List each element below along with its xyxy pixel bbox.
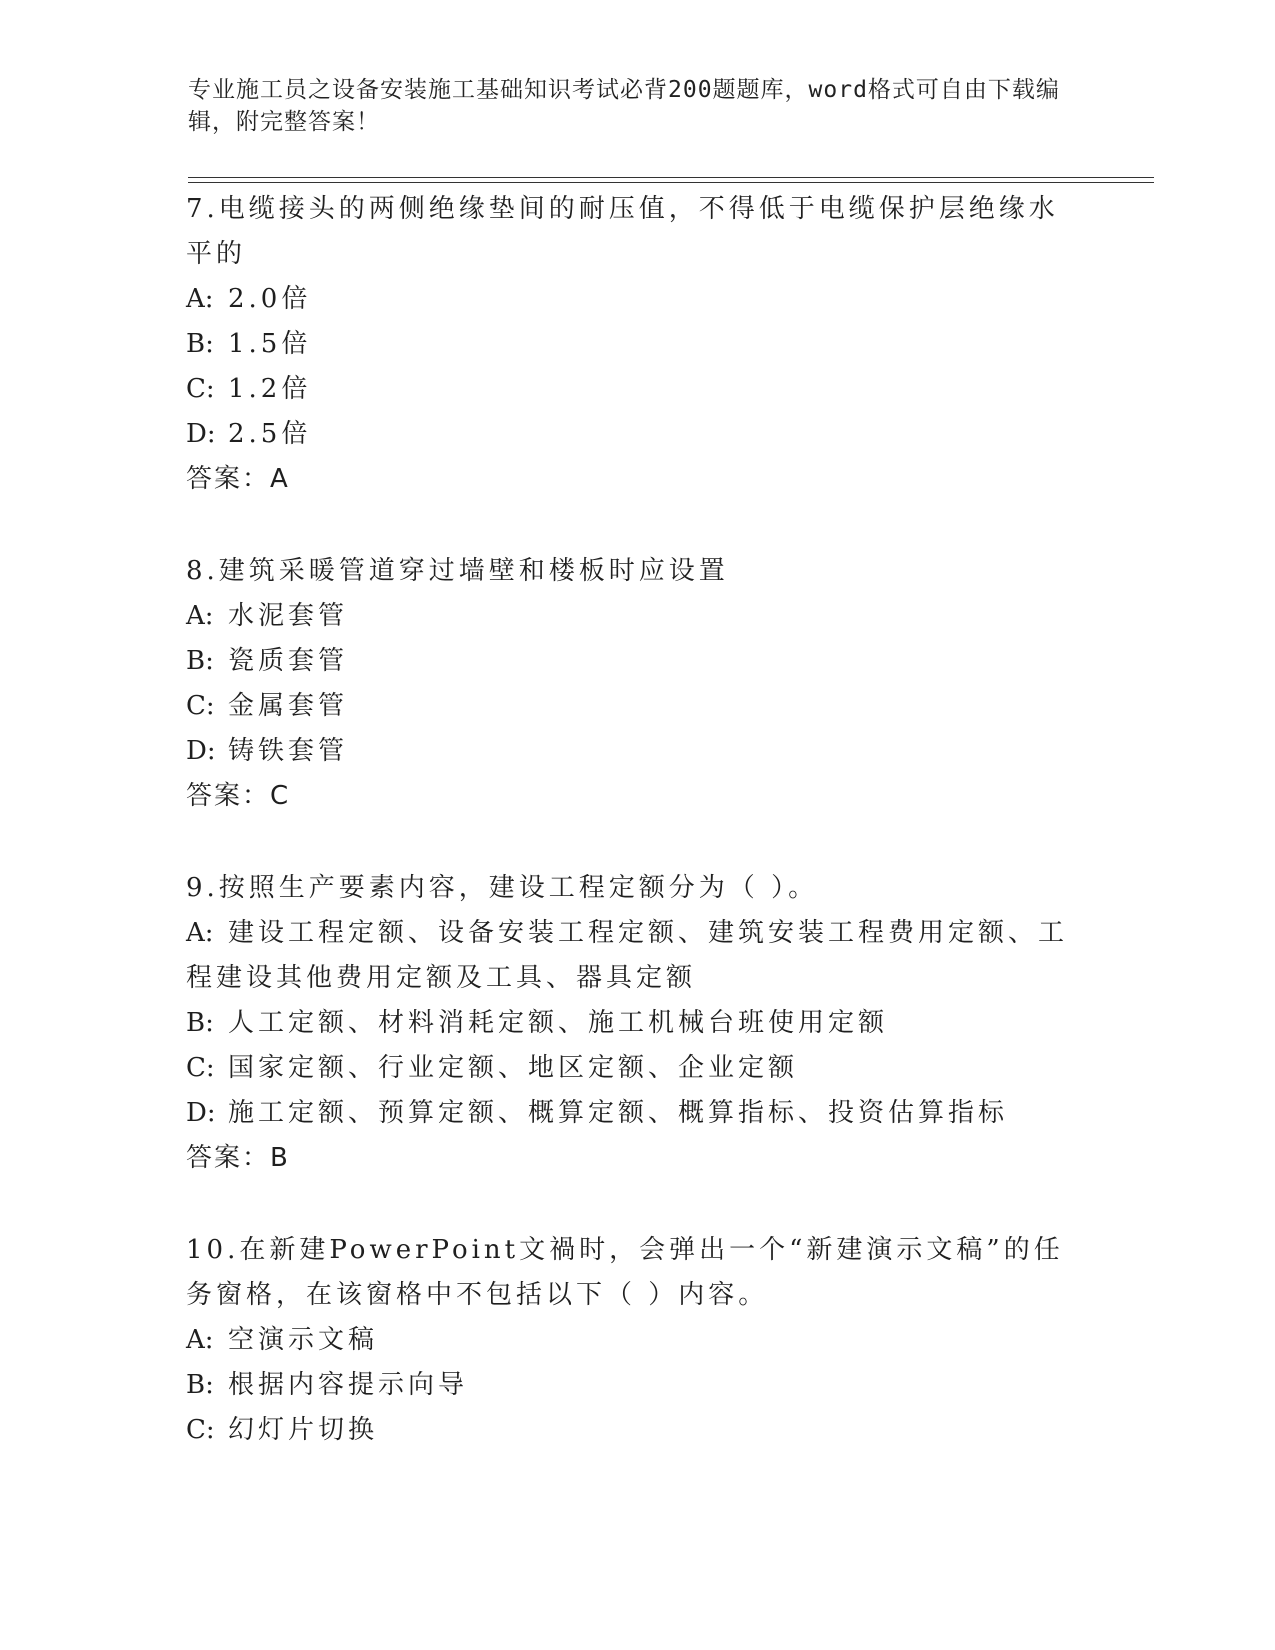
option-b xyxy=(186,1001,1086,1046)
option-letter: D: xyxy=(186,1098,216,1128)
option-letter: D: xyxy=(186,419,216,449)
option-letter: C: xyxy=(186,374,215,404)
question-text: 9.按照生产要素内容，建设工程定额分为（ ）。 xyxy=(186,873,819,903)
question-item xyxy=(186,866,1086,1181)
option-d xyxy=(186,729,1086,774)
option-letter: B: xyxy=(186,646,214,676)
option-a xyxy=(186,277,1086,322)
option-text: 施工定额、预算定额、概算定额、概算指标、投资估算指标 xyxy=(228,1098,1009,1128)
option-letter: A: xyxy=(186,918,214,948)
question-text: 10.在新建PowerPoint文禍时，会弹出一个“新建演示文稿”的任务窗格，在该窗格中不包括以下（ ）内容。 xyxy=(186,1235,1064,1310)
option-text: 1.5倍 xyxy=(228,329,312,359)
option-text: 国家定额、行业定额、地区定额、企业定额 xyxy=(228,1053,799,1083)
option-letter: B: xyxy=(186,329,214,359)
option-text: 人工定额、材料消耗定额、施工机械台班使用定额 xyxy=(228,1008,889,1038)
question-text: 8.建筑采暖管道穿过墙壁和楼板时应设置 xyxy=(186,556,729,586)
option-letter: C: xyxy=(186,691,215,721)
option-a xyxy=(186,1318,1086,1363)
question-item xyxy=(186,549,1086,819)
option-a xyxy=(186,594,1086,639)
option-letter: C: xyxy=(186,1415,215,1445)
option-text: 1.2倍 xyxy=(228,374,312,404)
option-letter: D: xyxy=(186,736,216,766)
option-text: 2.0倍 xyxy=(228,284,312,314)
option-c xyxy=(186,367,1086,412)
option-text: 金属套管 xyxy=(228,691,349,721)
option-letter: B: xyxy=(186,1370,214,1400)
option-a xyxy=(186,911,1086,1001)
option-letter: C: xyxy=(186,1053,215,1083)
option-text: 2.5倍 xyxy=(228,419,312,449)
header-divider-top xyxy=(188,177,1154,178)
option-text: 空演示文稿 xyxy=(228,1325,379,1355)
question-item xyxy=(186,1228,1086,1453)
option-text: 根据内容提示向导 xyxy=(228,1370,469,1400)
question-item xyxy=(186,187,1086,502)
option-text: 幻灯片切换 xyxy=(228,1415,379,1445)
option-text: 建设工程定额、设备安装工程定额、建筑安装工程费用定额、工程建设其他费用定额及工具、器具定额 xyxy=(186,918,1069,993)
option-text: 铸铁套管 xyxy=(228,736,349,766)
option-c xyxy=(186,1046,1086,1091)
question-list xyxy=(186,187,1086,1453)
answer-text: 答案：B xyxy=(186,1143,290,1173)
answer-text: 答案：C xyxy=(186,781,291,811)
option-letter: A: xyxy=(186,601,214,631)
document-header: 专业施工员之设备安装施工基础知识考试必背200题题库，word格式可自由下载编辑，附完整答案！ xyxy=(188,77,1060,135)
option-letter: A: xyxy=(186,1325,214,1355)
option-d xyxy=(186,412,1086,457)
option-d xyxy=(186,1091,1086,1136)
option-c xyxy=(186,1408,1086,1453)
option-letter: A: xyxy=(186,284,214,314)
option-text: 水泥套管 xyxy=(228,601,349,631)
option-letter: B: xyxy=(186,1008,214,1038)
header-divider-bottom xyxy=(188,182,1154,183)
option-b xyxy=(186,322,1086,367)
answer-text: 答案：A xyxy=(186,464,290,494)
option-c xyxy=(186,684,1086,729)
option-b xyxy=(186,1363,1086,1408)
option-text: 瓷质套管 xyxy=(228,646,349,676)
option-b xyxy=(186,639,1086,684)
question-text: 7.电缆接头的两侧绝缘垫间的耐压值，不得低于电缆保护层绝缘水平的 xyxy=(186,194,1059,269)
